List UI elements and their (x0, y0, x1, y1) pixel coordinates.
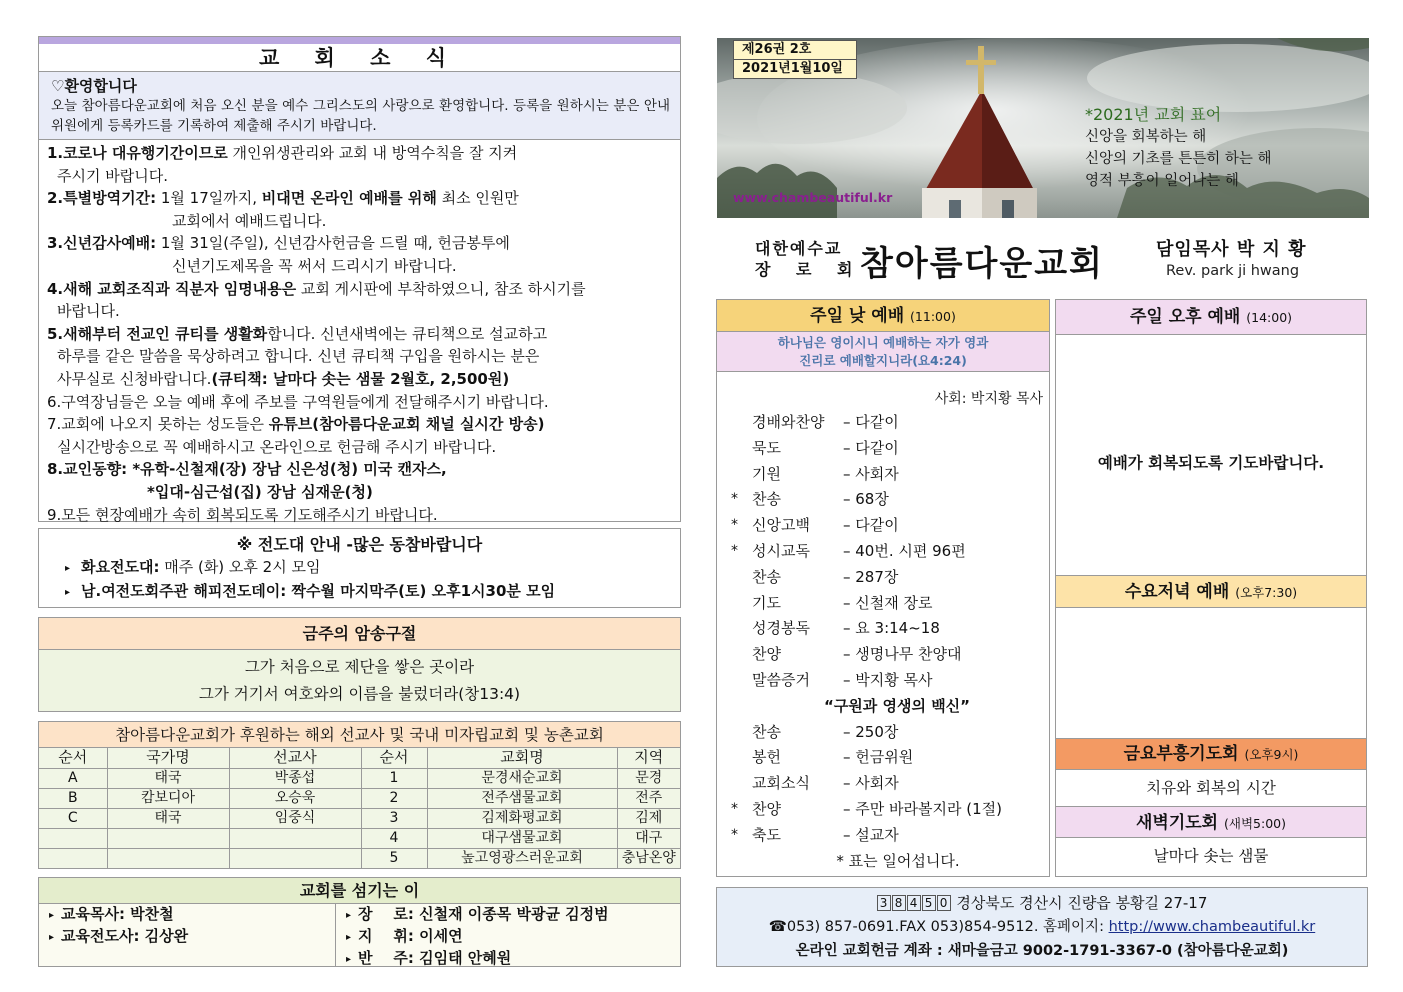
dawn-prayer-body: 날마다 솟는 샘물 (1153, 847, 1269, 865)
list-item: ▸ 장 로: 신철재 이종목 박광균 김정범 (346, 904, 680, 926)
news-item-7: 7.교회에 나오지 못하는 성도들은 유튜브(참아름다운교회 채널 실시간 방송) (47, 415, 545, 434)
news-item-6: 6.구역장님들은 오늘 예배 후에 주보를 구역원들에게 전달해주시기 바랍니다. (47, 392, 549, 411)
order-item-value: – 신철재 장로 (843, 593, 933, 612)
friday-prayer-body: 치유와 회복의 시간 (1146, 779, 1276, 797)
order-item-name: 기원 (752, 464, 781, 483)
missions-table (39, 748, 680, 868)
header-banner (717, 38, 1369, 218)
serving-left-column (39, 904, 336, 966)
memory-verse-title: 금주의 암송구절 (39, 618, 680, 650)
order-item-value: – 사회자 (843, 464, 899, 483)
address: 경상북도 경산시 진량읍 봉황길 27-17 (951, 894, 1208, 912)
list-item (717, 668, 1049, 694)
order-item-value: – 생명나무 찬양대 (843, 645, 962, 664)
missions-header-row: 순서 국가명 선교사 순서 교회명 지역 (39, 748, 680, 768)
missions-title: 참아름다운교회가 후원하는 해외 선교사 및 국내 미자립교회 및 농촌교회 (39, 722, 680, 748)
banner-website[interactable]: www.chambeautiful.kr (733, 190, 893, 205)
order-item-name: 경배와찬양 (752, 413, 825, 431)
serving-right-column (336, 904, 680, 966)
dawn-prayer-title: 새벽기도회 (새벽5:00) (1056, 806, 1366, 838)
welcome-heading: ♡환영합니다 (51, 77, 137, 95)
order-item-value: – 다같이 (843, 516, 899, 535)
list-item (717, 591, 1049, 617)
footer (716, 887, 1368, 967)
order-item-value: – 다같이 (843, 438, 899, 457)
news-item-1-cont: 주시기 바랍니다. (57, 166, 168, 185)
list-item (717, 462, 1049, 488)
memory-verse-body (39, 650, 680, 711)
news-item-5: 5.새해부터 전교인 큐티를 생활화합니다. 신년새벽에는 큐티책으로 설교하고 (47, 324, 548, 343)
standing-note: * 표는 일어섭니다. (836, 851, 960, 870)
other-services-panel (1055, 299, 1367, 877)
order-item-value: – 287장 (843, 567, 899, 586)
worship-leader: 사회: 박지황 목사 (934, 391, 1043, 407)
order-item-name: 교회소식 (752, 774, 810, 793)
order-of-service (717, 410, 1049, 694)
triangle-bullet-icon: ▸ (65, 563, 71, 574)
motto-heading: *2021년 교회 표어 (1085, 105, 1222, 124)
order-item-name: 성경봉독 (752, 619, 810, 638)
standing-mark: * (731, 517, 738, 534)
news-item-5-cont2: 사무실로 신청바랍니다.(큐티책: 날마다 솟는 샘물 2월호, 2,500원) (57, 369, 510, 388)
volume-number: 제26권 2호 (733, 40, 857, 60)
order-item-value: – 다같이 (843, 413, 899, 431)
list-item (717, 720, 1049, 746)
list-item (717, 823, 1049, 849)
news-item-4-cont: 바랍니다. (57, 302, 120, 321)
order-item-name: 찬송 (752, 490, 781, 509)
list-item (717, 539, 1049, 565)
order-item-name: 묵도 (752, 438, 781, 457)
memory-verse-line-2: 그가 거기서 여호와의 이름을 불렀더라(창13:4) (198, 685, 521, 703)
order-item-value: – 40번. 시편 96편 (843, 541, 966, 560)
order-item-name: 찬양 (752, 645, 781, 664)
homepage-link[interactable]: http://www.chambeautiful.kr (1108, 919, 1316, 935)
triangle-bullet-icon: ▸ (346, 954, 352, 965)
pastor-name-english: Rev. park ji hwang (1166, 263, 1300, 279)
list-item (717, 642, 1049, 668)
triangle-bullet-icon: ▸ (49, 932, 55, 943)
order-item-name: 찬양 (752, 799, 781, 818)
denomination: 대한예수교 장 로 회 (755, 239, 863, 279)
order-item-name: 봉헌 (752, 748, 781, 767)
memory-verse-panel (38, 617, 681, 712)
news-item-3-cont: 신년기도제목을 꼭 써서 드리시기 바랍니다. (172, 256, 457, 275)
worship-verse: 하나님은 영이시니 예배하는 자가 영과 진리로 예배할지니라(요4:24) (717, 332, 1049, 372)
news-item-8: 8.교인동향: *유학-신철재(장) 장남 신은성(청) 미국 캔자스, (47, 460, 447, 479)
contact-line: ☎053) 857-0691.FAX 053)854-9512. 홈페이지: http://www.chambeautiful.kr (768, 919, 1316, 935)
sermon-title: “구원과 영생의 백신” (823, 696, 971, 715)
order-item-name: 찬송 (752, 567, 781, 586)
pastor-name: 담임목사 박 지 황 (1156, 239, 1307, 260)
account-line: 온라인 교회헌금 계좌 : 새마을금고 9002-1791-3367-0 (참아름다운교회) (795, 943, 1289, 959)
order-item-value: – 68장 (843, 490, 889, 509)
order-item-value: – 박지황 목사 (843, 670, 933, 689)
afternoon-worship-title: 주일 오후 예배 (14:00) (1056, 300, 1366, 335)
table-row: C 태국 임중식 3 김제화평교회 김제 (39, 808, 680, 828)
table-row: 4 대구샘물교회 대구 (39, 828, 680, 848)
list-item (717, 745, 1049, 771)
evangelism-row-1: ▸ 화요전도대: 매주 (화) 오후 2시 모임 (39, 556, 680, 580)
order-item-value: – 250장 (843, 722, 899, 741)
order-item-value: – 주만 바라볼지라 (1절) (843, 799, 1002, 818)
memory-verse-line-1: 그가 처음으로 제단을 쌓은 곳이라 (244, 658, 475, 676)
news-item-3: 3.신년감사예배: 1월 31일(주일), 신년감사헌금을 드릴 때, 헌금봉투에 (47, 234, 510, 253)
zip-digit: 5 (922, 895, 936, 911)
zip-digit: 8 (892, 895, 906, 911)
welcome-text: 오늘 참아름다운교회에 처음 오신 분을 예수 그리스도의 사랑으로 환영합니다. 등록을 원하시는 분은 안내위원에게 등록카드를 기록하여 제출해 주시기 바랍니다. (51, 98, 670, 134)
order-item-value: – 헌금위원 (843, 748, 914, 767)
motto-line-2: 신앙의 기초를 튼튼히 하는 해 (1085, 151, 1272, 167)
evangelism-panel (38, 528, 681, 608)
news-item-4: 4.새해 교회조직과 직분자 임명내용은 교회 게시판에 부착하였으니, 참조 하시기를 (47, 279, 586, 298)
news-item-2: 2.특별방역기간: 1월 17일까지, 비대면 온라인 예배를 위해 최소 인원만 (47, 189, 519, 208)
church-news-panel (38, 36, 681, 522)
wednesday-worship-body (1056, 608, 1366, 739)
standing-mark: * (731, 542, 738, 559)
news-item-1: 1.코로나 대유행기간이므로 개인위생관리와 교회 내 방역수칙을 잘 지켜 (47, 144, 518, 162)
standing-mark: * (731, 826, 738, 843)
list-item (717, 487, 1049, 513)
order-item-value: – 사회자 (843, 774, 899, 793)
list-item: ▸ 교육전도사: 김상완 (49, 926, 335, 948)
order-item-value: – 요 3:14~18 (843, 619, 940, 638)
serving-panel (38, 877, 681, 967)
standing-mark: * (731, 491, 738, 508)
news-title: 교 회 소 식 (39, 44, 680, 72)
triangle-bullet-icon: ▸ (65, 587, 71, 598)
triangle-bullet-icon: ▸ (346, 910, 352, 921)
table-row: 5 높고영광스러운교회 충남온양 (39, 848, 680, 868)
news-top-bar (39, 37, 680, 44)
list-item: ▸ 교육목사: 박찬철 (49, 904, 335, 926)
evangelism-title: ※ 전도대 안내 -많은 동참바랍니다 (236, 535, 483, 554)
news-item-9: 9.모든 현장예배가 속히 회복되도록 기도해주시기 바랍니다. (47, 505, 438, 524)
zip-digit: 4 (907, 895, 921, 911)
list-item (717, 436, 1049, 462)
news-items (39, 140, 680, 526)
list-item: ▸ 지 휘: 이세연 (346, 926, 680, 948)
order-item-name: 축도 (752, 825, 781, 844)
list-item (717, 513, 1049, 539)
address-line (717, 891, 1367, 915)
triangle-bullet-icon: ▸ (346, 932, 352, 943)
triangle-bullet-icon: ▸ (49, 910, 55, 921)
list-item (717, 410, 1049, 436)
order-item-value: – 설교자 (843, 825, 899, 844)
news-item-8-cont: *입대-심근섭(집) 장남 심재운(청) (147, 482, 373, 501)
list-item (717, 797, 1049, 823)
motto-line-1: 신앙을 회복하는 해 (1085, 129, 1207, 145)
news-item-2-cont: 교회에서 예배드립니다. (172, 211, 327, 230)
order-item-name: 기도 (752, 593, 781, 612)
list-item: ▸ 반 주: 김임태 안혜원 (346, 948, 680, 970)
friday-prayer-title: 금요부흥기도회 (오후9시) (1056, 739, 1366, 770)
order-item-name: 신앙고백 (752, 516, 810, 535)
issue-date: 2021년1월10일 (733, 59, 857, 79)
zip-digit: 0 (937, 895, 951, 911)
order-of-service-2 (717, 720, 1049, 849)
motto-box (1085, 104, 1272, 192)
welcome-box (39, 72, 680, 140)
motto-line-3: 영적 부흥이 일어나는 해 (1085, 173, 1239, 189)
list-item (717, 565, 1049, 591)
zip-digit: 3 (877, 895, 891, 911)
wednesday-worship-title: 수요저녁 예배 (오후7:30) (1056, 576, 1366, 608)
news-item-7-cont: 실시간방송으로 꼭 예배하시고 온라인으로 헌금해 주시기 바랍니다. (57, 437, 497, 456)
list-item (717, 616, 1049, 642)
sunday-worship-title: 주일 낮 예배 (11:00) (717, 300, 1049, 332)
order-item-name: 성시교독 (752, 541, 810, 560)
afternoon-worship-body: 예배가 회복되도록 기도바랍니다. (1056, 335, 1366, 576)
order-item-name: 말씀증거 (752, 670, 810, 689)
table-row: A 태국 박종섭 1 문경새순교회 문경 (39, 768, 680, 788)
missions-panel (38, 721, 681, 869)
order-item-name: 찬송 (752, 722, 781, 741)
church-name: 참아름다운교회 (860, 244, 1104, 284)
sunday-worship-panel (716, 299, 1050, 877)
list-item (717, 771, 1049, 797)
table-row: B 캄보디아 오승욱 2 전주샘물교회 전주 (39, 788, 680, 808)
standing-mark: * (731, 800, 738, 817)
evangelism-row-2: ▸ 남.여전도회주관 해피전도데이: 짝수월 마지막주(토) 오후1시30분 모임 (39, 580, 680, 604)
serving-title: 교회를 섬기는 이 (39, 878, 680, 904)
news-item-5-cont1: 하루를 같은 말씀을 묵상하려고 합니다. 신년 큐티책 구입을 원하시는 분은 (57, 347, 540, 366)
